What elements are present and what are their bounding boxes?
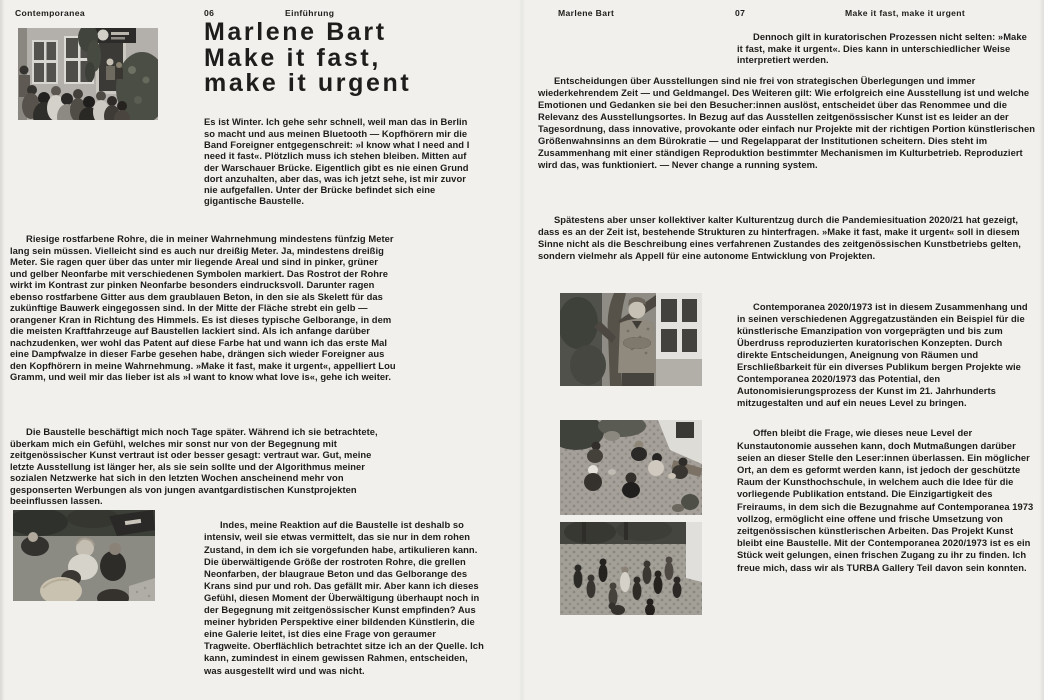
author-name: Marlene Bart bbox=[558, 8, 615, 18]
article-title-line2: Make it fast, bbox=[204, 43, 381, 72]
photo-courtyard-standing-group-art bbox=[560, 522, 702, 615]
photo-gallery-opening-crowd-art bbox=[18, 28, 158, 120]
paragraph-dennoch: Dennoch gilt in kuratorischen Prozessen nicht selten: »Make it fast, make it urgent«. Dies kann in unterschiedlicher Weise interpretiert werden. bbox=[737, 31, 1027, 66]
spread-gutter bbox=[519, 0, 525, 700]
paragraph-offen: Offen bleibt die Frage, wie dieses neue Level der Kunstautonomie aussehen kann, doch Mutmaßungen darüber seien an dieser Stelle den Leser:innen überlassen. Ein möglicher Ort, an dem es geformt werden kann, ist jedoch der geschützte Raum der Kunsthochschule, in welchem auch die Idee für die vorliegende Publikation entstand. Die Einzigartigkeit des Freiraums, in dem sich die Bezugnahme auf Contemporanea 1973 vollzog, ermöglicht eine offene und frische Umsetzung von zeitgenössischen künstlerischen Arbeiten. Das Projekt Kunst bleibt eine Baustelle. Mit der Contemporanea 2020/1973 ist es ein Stück weit gelungen, einen frischen Zugang zu ihr zu finden. Ich freue mich, dass wir als TURBA Gallery Teil davon sein konnten. bbox=[737, 427, 1034, 573]
chapter-label: Make it fast, make it urgent bbox=[845, 8, 966, 18]
paragraph-intro: Es ist Winter. Ich gehe sehr schnell, weil man das in Berlin so macht und aus meinen Bluetooth — Kopfhörern mir die Band Foreigner entgegenschreit: »I know what I need and I need it fast«. Plötzlich muss ich stehen bleiben. Mitten auf der Warschauer Brücke. Eigentlich gibt es nie einen Grund dort anzuhalten, aber das, was ich jetzt sehe, ist mir zuvor nie aufgefallen. Unter der Brücke befindet sich eine gigantische Baustelle. bbox=[204, 116, 470, 207]
photo-courtyard-standing-group bbox=[560, 522, 702, 615]
photo-portrait-man-tree-art bbox=[560, 293, 702, 386]
photo-courtyard-seated-group-art bbox=[560, 420, 702, 515]
photo-people-on-grass-art bbox=[13, 510, 155, 601]
article-title-line1: Marlene Bart bbox=[204, 18, 387, 46]
publication-name: Contemporanea bbox=[15, 8, 85, 18]
paragraph-contemporanea: Contemporanea 2020/1973 ist in diesem Zusammenhang und in seinen verschiedenen Aggregatzuständen ein Beispiel für die künstlerische Emanzipation von vorgeprägten und bis zum Überdruss reproduzierten kuratorischen Konzepten. Durch direkte Entscheidungen, Aneignung von Räumen und Erschließbarkeit für ein diverses Publikum bergen Projekte wie Contemporanea 2020/1973 das Potential, den Autonomisierungsprozess der Kunst im 21. Jahrhunderts mitzugestalten und auf ein neues Level zu bringen. bbox=[737, 301, 1028, 409]
page-edge-shadow-left bbox=[0, 0, 5, 700]
article-title bbox=[204, 20, 411, 97]
article-title-line3: make it urgent bbox=[204, 69, 412, 97]
paragraph-entscheidungen: Entscheidungen über Ausstellungen sind nie frei von strategischen Überlegungen und immer wiederkehrendem Zeit — und Geldmangel. Des Weiteren gilt: Wie erfolgreich eine Ausstellung ist und welche Emotionen und Gedanken sie bei den Besucher:innen auslöst, entscheidet über das Renommee und die Relevanz des Ausstellungsortes. In Bezug auf das Ausstellen zeitgenössischer Kunst ist es leider an der Tagesordnung, dass innovative, provokante oder einfach nur Projekte mit der richtigen Portion künstlerischen Größenwahnsinns an dem Bürokratie — und Regelapparat der Institutionen scheitern. Dies steht im Zusammenhang mit einer ständigen Reproduktion bestimmter Mechanismen im Kulturbetrieb. Reproduziert wird das, was funktioniert. — Never change a running system. bbox=[538, 75, 1035, 171]
left-page-number: 06 bbox=[204, 8, 215, 18]
photo-gallery-opening-crowd bbox=[18, 28, 158, 120]
paragraph-baustelle: Die Baustelle beschäftigt mich noch Tage später. Während ich sie betrachtete, überkam mich ein Gefühl, welches mir sonst nur von der Begegnung mit zeitgenössischer Kunst vertraut ist oder besser gesagt: vertraut war. Gut, meine letzte Ausstellung ist länger her, als sie sein sollte und der Algorithmus meiner sozialen Netzwerke hat sich in den letzten Wochen anscheinend mehr von gesponserten Werbungen als von jungen avantgardistischen Kunstprojekten beeinflussen lassen. bbox=[10, 426, 378, 507]
page-edge-shadow-right bbox=[1039, 0, 1044, 700]
paragraph-indes: Indes, meine Reaktion auf die Baustelle ist deshalb so intensiv, weil sie etwas vermittelt, das sie nur in dem rohen Zustand, in dem ich sie vorgefunden habe, artikulieren kann. Die überwältigende Größe der rostroten Rohre, die grellen Neonfarben, der blaugraue Beton und das Gelborange des Krans sind pur und roh. Das gefällt mir. Aber kann ich dieses Gefühl, diesen Moment der Überwältigung überhaupt noch in der Begegnung mit zeitgenössischer Kunst empfinden? Aus meiner hybriden Perspektive einer bildenden Künstlerin, die eine Galerie leitet, ist dies eine Frage von geraumer Tragweite. Oberflächlich betrachtet sitze ich an der Quelle. Ich kann, zumindest in einem gewissen Rahmen, entscheiden, was ausgestellt wird und was nicht. bbox=[204, 519, 484, 676]
photo-people-on-grass bbox=[13, 510, 155, 601]
photo-courtyard-seated-group bbox=[560, 420, 702, 515]
right-page-number: 07 bbox=[735, 8, 746, 18]
paragraph-spaetestens: Spätestens aber unser kollektiver kalter Kulturentzug durch die Pandemiesituation 2020/21 hat gezeigt, dass es an der Zeit ist, bestehende Strukturen zu hinterfragen. »Make it fast, make it urgent« soll in diesem Sinne nicht als die Beschreibung eines verfahrenen Zustandes des zeitgenössischen Kunstbetriebs gelten, sondern vielmehr als Appell für eine autonome Entwicklung von Projekten. bbox=[538, 214, 1021, 262]
paragraph-pipes: Riesige rostfarbene Rohre, die in meiner Wahrnehmung mindestens fünfzig Meter lang sein müssen. Vielleicht sind es auch nur dreißig Meter. Ja, mindestens dreißig Meter. Sie ragen quer über das unter mir liegende Areal und sind in pinker, grüner und gelber Neonfarbe mit verschiedenen Symbolen markiert. Das Rostrot der Rohre wirkt im Kontrast zur pinken Neonfarbe besonders eindrucksvoll. Darunter ragen ebenso rostfarbene Gitter aus dem graublauen Beton, in den sie als Skelett für das zukünftige Bauwerk eingegossen sind. In der Mitte der Fläche strebt ein gelb — orangener Kran in Richtung des Himmels. Es ist dieses typische Gelborange, in dem die meisten Kraftfahrzeuge auf Baustellen lackiert sind. Als ich anfange darüber nachzudenken, wer wohl das Patent auf diese Farbe hat und wann ich das erste Mal eine Dampfwalze in dieser Farbe gesehen habe, drängen sich wieder Foreigner aus den Kopfhörern in meine Wahrnehmung. »Make it fast, make it urgent«, appelliert Lou Gramm, und weil mir das lieber ist als »I want to know what love is«, gehe ich weiter. bbox=[10, 233, 396, 383]
section-label: Einführung bbox=[285, 8, 335, 18]
photo-portrait-man-tree bbox=[560, 293, 702, 386]
